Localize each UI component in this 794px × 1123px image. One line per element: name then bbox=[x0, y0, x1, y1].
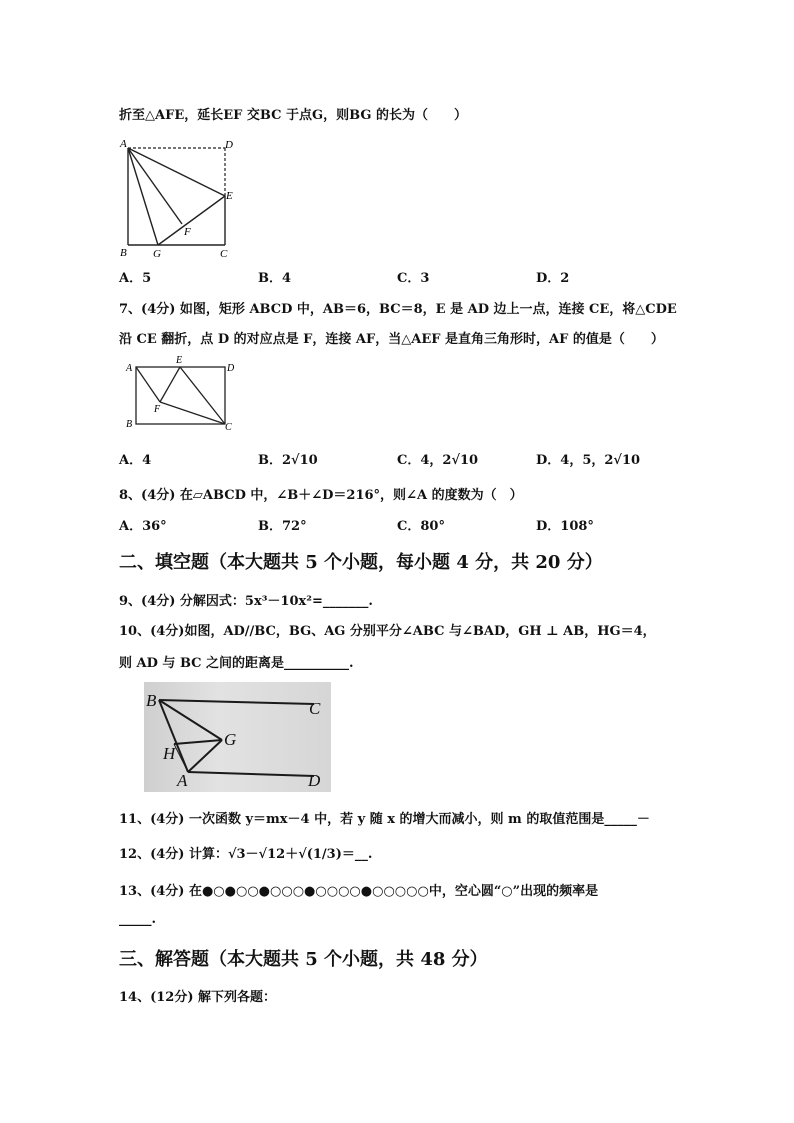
q6-label-A: A bbox=[120, 138, 127, 150]
section-3-heading: 三、解答题（本大题共 5 个小题，共 48 分） bbox=[119, 949, 488, 970]
q6-figure bbox=[112, 132, 242, 262]
q10-label-C: C bbox=[309, 699, 321, 718]
q6-label-E: E bbox=[226, 190, 233, 202]
q7-option-d[interactable]: D．4，5，2√10 bbox=[536, 453, 641, 468]
q7-label-B: B bbox=[126, 419, 133, 430]
q6-option-b[interactable]: B．4 bbox=[258, 271, 292, 286]
q6-label-F: F bbox=[184, 226, 191, 238]
q6-text: 折至△AFE，延长EF 交BC 于点G，则BG 的长为（ ） bbox=[119, 108, 467, 123]
q10-label-B: B bbox=[146, 691, 157, 710]
q8-option-b[interactable]: B．72° bbox=[258, 519, 307, 534]
q7-option-c[interactable]: C．4，2√10 bbox=[397, 453, 479, 468]
q10-figure-photo bbox=[144, 682, 331, 792]
q6-option-d[interactable]: D．2 bbox=[536, 271, 570, 286]
q6-label-B: B bbox=[120, 247, 127, 259]
q7-label-F: F bbox=[154, 404, 161, 415]
q7-text-line2: 沿 CE 翻折，点 D 的对应点是 F，连接 AF，当△AEF 是直角三角形时，AF 的值是（ ） bbox=[119, 332, 664, 347]
q13-text-line2: _____. bbox=[119, 912, 157, 927]
q10-label-D: D bbox=[308, 771, 321, 790]
q7-option-a[interactable]: A．4 bbox=[119, 453, 152, 468]
section-2-heading: 二、填空题（本大题共 5 个小题，每小题 4 分，共 20 分） bbox=[119, 552, 603, 573]
q12-text: 12、(4分) 计算：√3－√12＋√(1/3)＝__. bbox=[119, 847, 373, 862]
q10-label-H: H bbox=[163, 744, 176, 763]
q8-option-d[interactable]: D．108° bbox=[536, 519, 594, 534]
q8-option-c[interactable]: C．80° bbox=[397, 519, 445, 534]
q6-label-C: C bbox=[220, 248, 228, 260]
q7-option-b[interactable]: B．2√10 bbox=[258, 453, 318, 468]
q14-text: 14、(12分) 解下列各题： bbox=[119, 990, 277, 1005]
q10-label-A: A bbox=[177, 771, 188, 790]
q13-text-line1: 13、(4分) 在●○●○○●○○○●○○○○●○○○○○中，空心圆“○”出现的频率是 bbox=[119, 884, 599, 899]
q6-label-D: D bbox=[225, 139, 233, 151]
q7-label-C: C bbox=[225, 422, 232, 433]
q10-text-line1: 10、(4分)如图，AD//BC，BG、AG 分别平分∠ABC 与∠BAD，GH ⊥ AB，HG＝4， bbox=[119, 624, 656, 639]
q8-text: 8、(4分) 在▱ABCD 中，∠B＋∠D＝216°，则∠A 的度数为（ ） bbox=[119, 488, 523, 503]
q9-text: 9、(4分) 分解因式：5x³－10x²=_______. bbox=[119, 594, 373, 609]
q8-option-a[interactable]: A．36° bbox=[119, 519, 167, 534]
q6-label-G: G bbox=[153, 248, 161, 260]
q10-text-line2: 则 AD 与 BC 之间的距离是__________. bbox=[119, 656, 354, 671]
q7-figure bbox=[112, 352, 242, 436]
q7-label-D: D bbox=[227, 363, 235, 374]
q6-option-c[interactable]: C．3 bbox=[397, 271, 430, 286]
q6-option-a[interactable]: A．5 bbox=[119, 271, 152, 286]
q7-label-E: E bbox=[176, 355, 183, 366]
q7-label-A: A bbox=[126, 363, 133, 374]
q10-label-G: G bbox=[224, 730, 237, 749]
q7-text-line1: 7、(4分) 如图，矩形 ABCD 中，AB＝6，BC＝8，E 是 AD 边上一点，连接 CE，将△CDE bbox=[119, 302, 677, 317]
q11-text: 11、(4分) 一次函数 y＝mx－4 中，若 y 随 x 的增大而减小，则 m 的取值范围是_____－ bbox=[119, 812, 650, 827]
